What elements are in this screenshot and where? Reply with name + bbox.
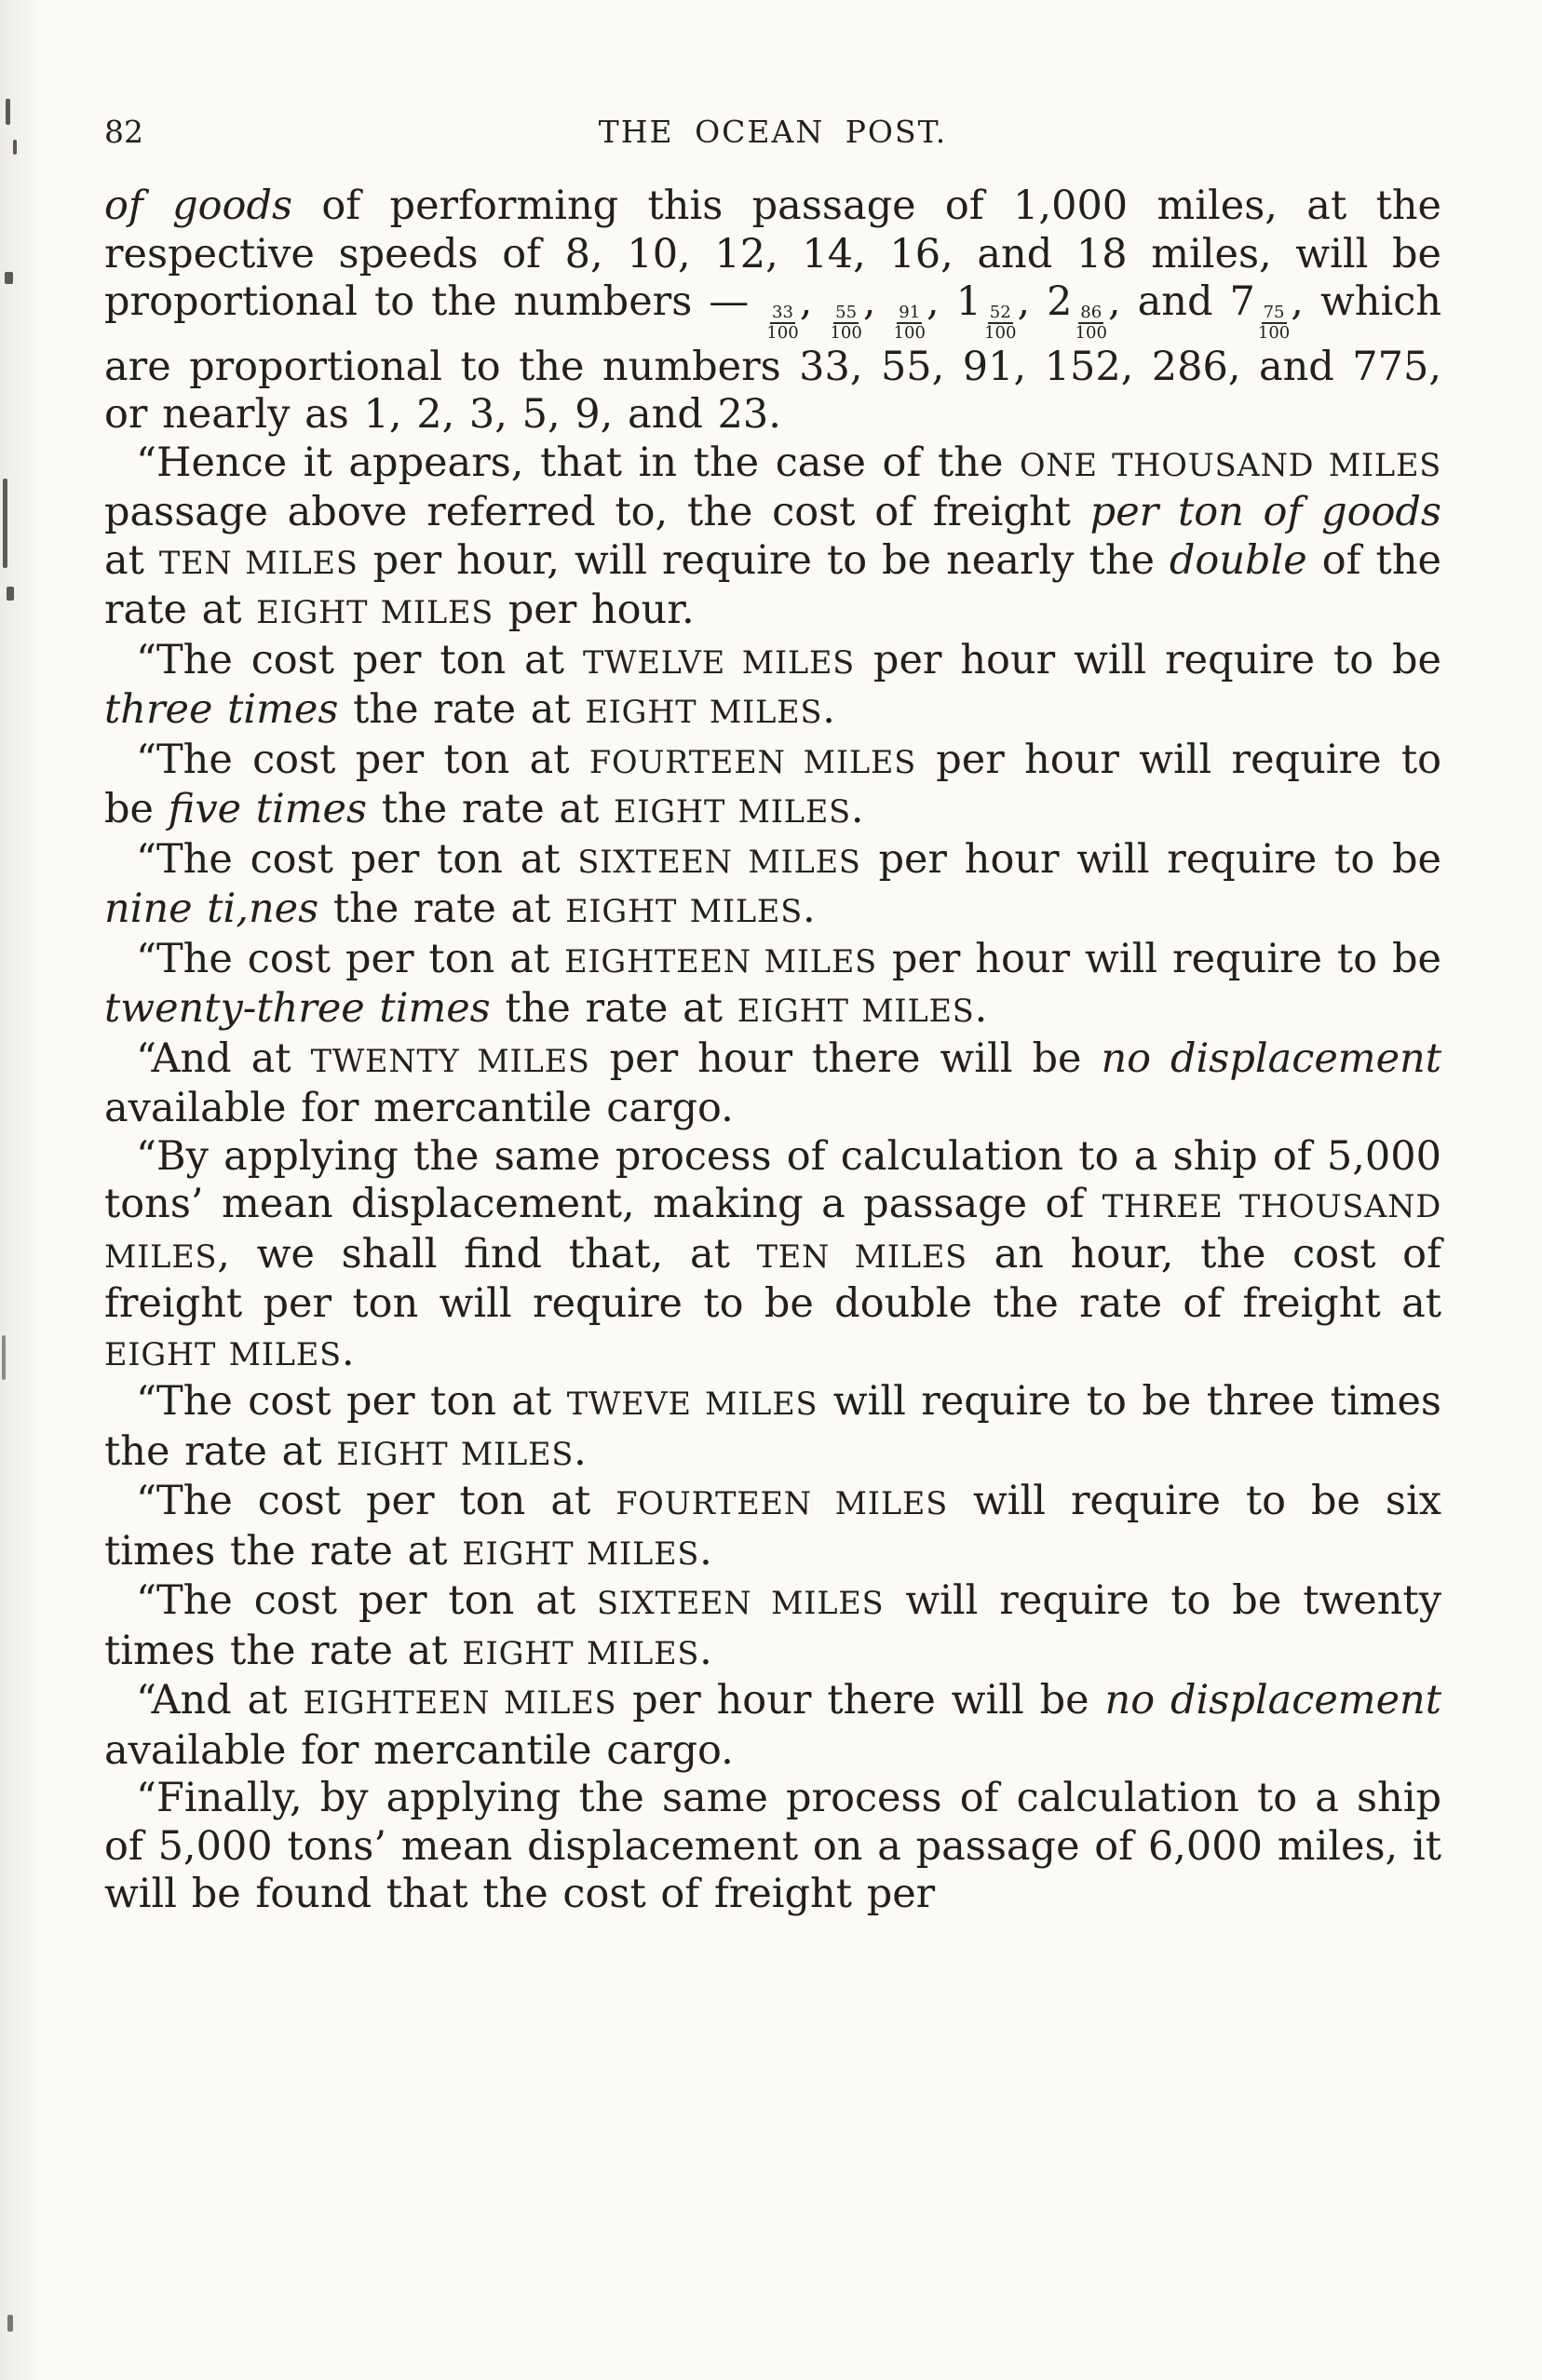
paragraph [104,1775,1441,1919]
page-number: 82 [104,114,143,150]
body-text: “And at [136,1677,304,1724]
smallcaps-text: FOURTEEN MILES [588,743,916,780]
body-text: , [862,278,893,325]
smallcaps-text: EIGHT MILES [462,1535,700,1572]
italic-text: no displacement [1104,1677,1442,1724]
body-text: “And at [136,1034,311,1082]
body-text: . [341,1328,355,1375]
body-text: the rate at [490,985,737,1033]
italic-text: five times [168,786,368,833]
body-text: “The cost per ton at [136,1577,598,1625]
body-text: at [104,536,159,584]
body-text: , which are proportional to the numbers 33, 55, 91, 152, 286, and 775, or nearly as 1, 2, 3, 5, 9, and 23. [104,278,1441,439]
body-text: , [1017,278,1048,325]
fraction: 1 $\frac{52}{100}$ [955,278,1017,344]
scan-artifact [7,2315,13,2332]
body-text: of performing this passage of 1,000 miles, at the respective speeds of 8, 10, 12, 14, 16, and 18 miles, will be proportional to the numbers — [104,183,1441,325]
body-text: , we shall find that, at [217,1230,757,1278]
body-text: per hour will require to be [860,835,1441,883]
smallcaps-text: EIGHT MILES [585,694,823,731]
smallcaps-text: EIGHT MILES [614,793,851,831]
running-header [104,114,1441,151]
body-text: an hour, the cost of freight per ton will require to be double the rate of freight at [104,1230,1441,1328]
smallcaps-text: SIXTEEN MILES [577,843,861,880]
body-text: the rate at [338,686,586,734]
paragraph [104,836,1441,936]
smallcaps-text: SIXTEEN MILES [597,1585,885,1622]
smallcaps-text: TWENTY MILES [310,1042,590,1079]
scan-artifact [6,99,10,125]
smallcaps-text: TWEVE MILES [566,1386,818,1423]
paragraph [104,183,1441,439]
body-text: “The cost per ton at [136,935,565,982]
body-text: available for mercantile cargo. [104,1085,734,1132]
body-text: “The cost per ton at [136,736,589,783]
body-text: available for mercantile cargo. [104,1726,734,1774]
body-text: the rate at [318,886,566,933]
scan-artifact [7,587,14,601]
smallcaps-text: THREE THOUSAND MILES [104,1188,1441,1275]
body-text: , and [1107,278,1230,325]
page-body [104,183,1441,1919]
body-text: “The cost per ton at [136,1478,616,1525]
paragraph [104,936,1441,1035]
body-text: . [574,1427,587,1475]
body-text: will require to be three times the rate at [104,1378,1441,1475]
body-text: “The cost per ton at [136,835,578,883]
body-text: , [799,278,830,325]
body-text: . [822,686,835,734]
paragraph [104,1378,1441,1478]
paragraph [104,737,1441,836]
smallcaps-text: EIGHT MILES [104,1335,342,1373]
body-text: the rate at [367,786,615,833]
smallcaps-text: TEN MILES [756,1237,967,1275]
smallcaps-text: EIGHTEEN MILES [303,1684,617,1722]
italic-text: per ton of goods [1089,489,1441,536]
smallcaps-text: ONE THOUSAND MILES [1020,446,1441,483]
body-text: . [699,1627,712,1674]
fraction: 2 $\frac{86}{100}$ [1047,278,1107,344]
fraction: $\frac{91}{100}$ [893,303,926,344]
smallcaps-text: EIGHT MILES [336,1435,575,1472]
smallcaps-text: EIGHT MILES [737,993,975,1030]
body-text: . [850,786,864,833]
italic-text: nine ti,nes [104,886,319,933]
paragraph [104,637,1441,737]
body-text: per hour. [494,587,695,634]
paragraph [104,1478,1441,1577]
smallcaps-text: EIGHT MILES [256,594,494,631]
body-text: passage above referred to, the cost of freight [104,489,1090,536]
italic-text: of goods [104,183,293,229]
italic-text: no displacement [1101,1034,1441,1082]
text-block [104,114,1441,1919]
body-text: per hour there will be [616,1677,1105,1724]
italic-text: twenty-three times [104,985,491,1033]
body-text: , [926,278,956,325]
smallcaps-text: FOURTEEN MILES [615,1485,948,1522]
fraction: $\frac{33}{100}$ [766,303,799,344]
scan-artifact [2,1335,6,1380]
paragraph [104,1677,1441,1775]
fraction: $\frac{55}{100}$ [830,303,862,344]
paragraph [104,1035,1441,1133]
body-text: will require to be six times the rate at [104,1478,1442,1575]
paragraph [104,1577,1441,1677]
scan-artifact [5,272,13,284]
body-text: . [802,886,816,933]
body-text: “The cost per ton at [136,1378,567,1426]
fraction: 7 $\frac{75}{100}$ [1229,278,1291,344]
body-text: “Hence it appears, that in the case of the [136,439,1021,486]
body-text: per hour will require to be [104,736,1441,833]
body-text: of the rate at [104,536,1441,634]
body-text: per hour, will require to be nearly the [358,536,1170,584]
smallcaps-text: EIGHTEEN MILES [564,942,877,980]
paragraph [104,439,1441,637]
smallcaps-text: TEN MILES [158,544,358,581]
scan-artifact [3,479,7,568]
running-head-title: THE OCEAN POST. [598,114,948,150]
italic-text: double [1169,536,1307,584]
body-text: . [699,1527,712,1575]
body-text: “The cost per ton at [136,636,583,683]
scan-artifact [13,140,17,155]
body-text: per hour will require to be [876,935,1441,982]
body-text: per hour there will be [589,1034,1102,1082]
body-text: . [974,985,988,1033]
paragraph [104,1133,1441,1379]
body-text: “Finally, by applying the same process of calculation to a ship of 5,000 tons’ mean displacement on a passage of 6,000 miles, it will be found that the cost of freight per [104,1775,1441,1918]
smallcaps-text: TWELVE MILES [582,643,856,681]
smallcaps-text: EIGHT MILES [462,1634,700,1671]
smallcaps-text: EIGHT MILES [565,893,803,930]
body-text: “By applying the same process of calculation to a ship of 5,000 tons’ mean displacement, making a passage of [104,1132,1441,1228]
body-text: per hour will require to be [855,636,1441,683]
italic-text: three times [104,686,339,734]
body-text: will require to be twenty times the rate at [104,1577,1441,1674]
